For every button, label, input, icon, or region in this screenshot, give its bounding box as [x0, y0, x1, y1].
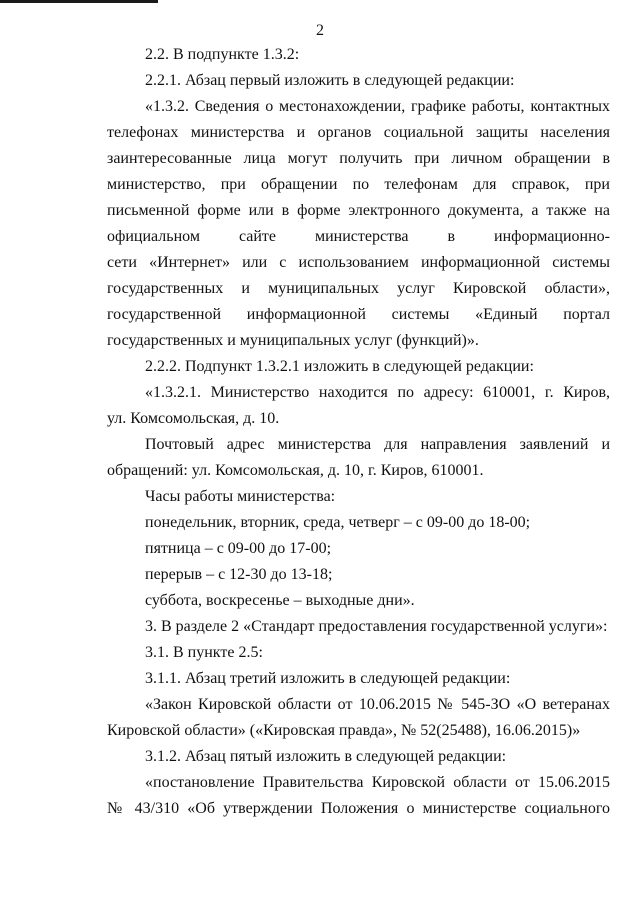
paragraph-postal-address: [107, 432, 610, 484]
text-line: государственных и муниципальных услуг (функций)».: [107, 332, 479, 349]
paragraph-hours-mon-thu: понедельник, вторник, среда, четверг – с 09-00 до 18-00;: [145, 514, 531, 531]
paragraph-hours-break: перерыв – с 12-30 до 13-18;: [145, 566, 333, 583]
text-line: сети «Интернет» или с использованием информационной системы: [107, 254, 610, 271]
text-line: Кировской области» («Кировская правда», № 52(25488), 16.06.2015)»: [107, 722, 581, 739]
text-line: обращений: ул. Комсомольская, д. 10, г. Киров, 610001.: [107, 462, 484, 479]
paragraph-3-1-2: 3.1.2. Абзац пятый изложить в следующей редакции:: [145, 748, 507, 765]
text-line: официальном сайте министерства в информационно-: [107, 228, 610, 245]
text-line: Почтовый адрес министерства для направления заявлений и: [145, 436, 610, 453]
text-line: «1.3.2.1. Министерство находится по адресу: 610001, г. Киров,: [145, 384, 610, 401]
text-line: письменной форме или в форме электронного документа, а также на: [107, 202, 610, 219]
text-line: телефонах министерства и органов социальной защиты населения: [107, 124, 610, 141]
text-line: министерство, при обращении по телефонам для справок, при: [107, 176, 610, 193]
paragraph-2-2-1: 2.2.1. Абзац первый изложить в следующей редакции:: [145, 72, 515, 89]
paragraph-resolution-quote: [107, 770, 610, 822]
paragraph-hours-weekend: суббота, воскресенье – выходные дни».: [145, 592, 415, 609]
page-number: 2: [316, 22, 324, 39]
text-line: «постановление Правительства Кировской области от 15.06.2015: [145, 774, 610, 791]
paragraph-2-2-2: 2.2.2. Подпункт 1.3.2.1 изложить в следующей редакции:: [145, 358, 534, 375]
text-line: ул. Комсомольская, д. 10.: [107, 410, 280, 427]
text-line: государственной информационной системы «Единый портал: [107, 306, 610, 323]
top-border-line: [0, 0, 158, 3]
paragraph-1-3-2-quote: [107, 94, 610, 354]
text-line: «Закон Кировской области от 10.06.2015 № 545-ЗО «О ветеранах: [145, 696, 610, 713]
paragraph-3-1-1: 3.1.1. Абзац третий изложить в следующей редакции:: [145, 670, 511, 687]
paragraph-3-1: 3.1. В пункте 2.5:: [145, 644, 263, 661]
document-body: [107, 42, 610, 822]
text-line: заинтересованные лица могут получить при личном обращении в: [107, 150, 610, 167]
text-line: № 43/310 «Об утверждении Положения о министерстве социального: [107, 800, 610, 817]
paragraph-3: 3. В разделе 2 «Стандарт предоставления государственной услуги»:: [145, 618, 608, 635]
paragraph-law-quote: [107, 692, 610, 744]
paragraph-hours-fri: пятница – с 09-00 до 17-00;: [145, 540, 332, 557]
text-line: «1.3.2. Сведения о местонахождении, графике работы, контактных: [145, 98, 610, 115]
paragraph-working-hours: Часы работы министерства:: [145, 488, 336, 505]
text-line: государственных и муниципальных услуг Кировской области»,: [107, 280, 610, 297]
paragraph-2-2: 2.2. В подпункте 1.3.2:: [145, 46, 300, 63]
paragraph-1-3-2-1-quote: [107, 380, 610, 432]
